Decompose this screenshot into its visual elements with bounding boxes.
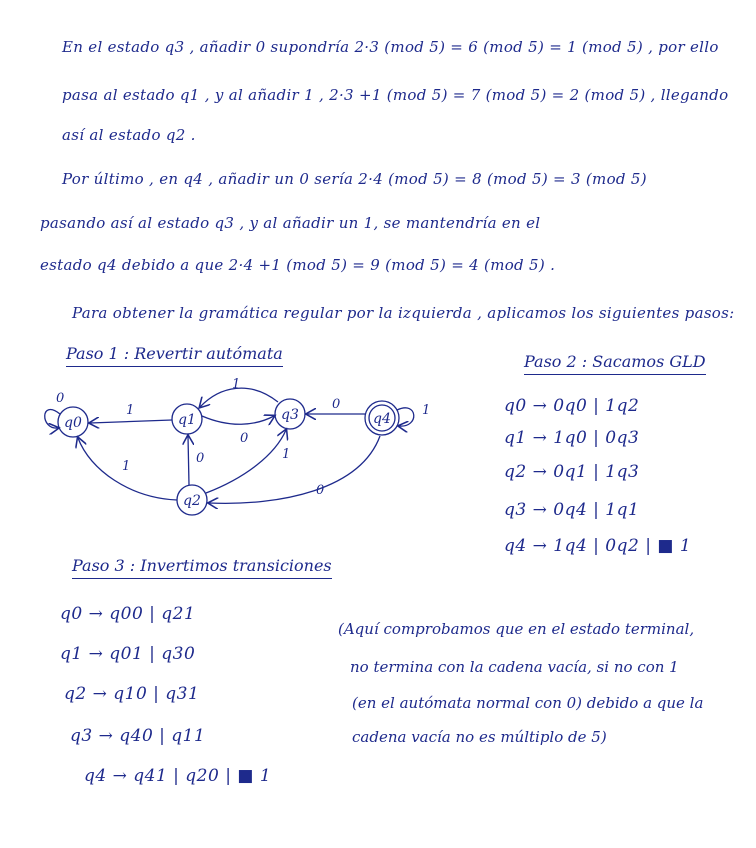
paso1-title: Paso 1 : Revertir autómata bbox=[66, 344, 283, 367]
paso3-rule: q2 → q10 | q31 bbox=[64, 684, 200, 704]
edge-label: 0 bbox=[332, 397, 341, 412]
paso2-title: Paso 2 : Sacamos GLD bbox=[524, 352, 706, 375]
edge-q2-q1 bbox=[188, 436, 189, 485]
state-q4-label: q4 bbox=[373, 411, 391, 427]
paso3-rule: q4 → q41 | q20 | ■ 1 bbox=[84, 766, 272, 786]
edge-label: 1 bbox=[122, 459, 131, 474]
text-line: pasa al estado q1 , y al añadir 1 , 2·3 +1 (mod 5) = 7 (mod 5) = 2 (mod 5) , llegando bbox=[62, 86, 729, 104]
text-line: estado q4 debido a que 2·4 +1 (mod 5) = 9 (mod 5) = 4 (mod 5) . bbox=[40, 256, 556, 274]
paso2-rule: q1 → 1q0 | 0q3 bbox=[504, 428, 640, 448]
edge-label: 1 bbox=[126, 403, 135, 418]
state-q0-label: q0 bbox=[64, 415, 82, 431]
note-line: (en el autómata normal con 0) debido a que la bbox=[352, 694, 704, 712]
edge-label: 1 bbox=[422, 403, 431, 418]
text-line: En el estado q3 , añadir 0 supondría 2·3 (mod 5) = 6 (mod 5) = 1 (mod 5) , por ello bbox=[62, 38, 719, 56]
paso2-rule: q4 → 1q4 | 0q2 | ■ 1 bbox=[504, 536, 692, 556]
edge-label: 0 bbox=[56, 391, 65, 406]
state-q2-label: q2 bbox=[183, 493, 201, 509]
edge-q1-q3 bbox=[202, 416, 274, 424]
paso2-rule: q3 → 0q4 | 1q1 bbox=[504, 500, 640, 520]
edge-label: 0 bbox=[316, 483, 325, 498]
paso3-rule: q1 → q01 | q30 bbox=[60, 644, 196, 664]
note-line: cadena vacía no es múltiplo de 5) bbox=[352, 728, 607, 746]
text-line: pasando así al estado q3 , y al añadir un 1, se mantendría en el bbox=[40, 214, 541, 232]
paso3-title: Paso 3 : Invertimos transiciones bbox=[72, 556, 332, 579]
text-line: así al estado q2 . bbox=[62, 126, 196, 144]
paso2-rule: q0 → 0q0 | 1q2 bbox=[504, 396, 640, 416]
state-q3-label: q3 bbox=[281, 407, 299, 423]
edge-label: 0 bbox=[240, 431, 249, 446]
note-line: (Aquí comprobamos que en el estado terminal, bbox=[338, 620, 695, 638]
edge-label: 1 bbox=[232, 377, 241, 392]
edge-q4-q2 bbox=[209, 436, 380, 503]
note-line: no termina con la cadena vacía, si no con 1 bbox=[350, 658, 679, 676]
edge-label: 0 bbox=[196, 451, 205, 466]
paso2-rule: q2 → 0q1 | 1q3 bbox=[504, 462, 640, 482]
text-line: Por último , en q4 , añadir un 0 sería 2·4 (mod 5) = 8 (mod 5) = 3 (mod 5) bbox=[62, 170, 647, 188]
edge-label: 1 bbox=[282, 447, 291, 462]
paso3-rule: q3 → q40 | q11 bbox=[70, 726, 206, 746]
edge-q1-q0 bbox=[90, 420, 172, 423]
text-line: Para obtener la gramática regular por la izquierda , aplicamos los siguientes pasos: bbox=[72, 304, 735, 322]
state-q1-label: q1 bbox=[178, 412, 196, 428]
paso3-rule: q0 → q00 | q21 bbox=[60, 604, 196, 624]
